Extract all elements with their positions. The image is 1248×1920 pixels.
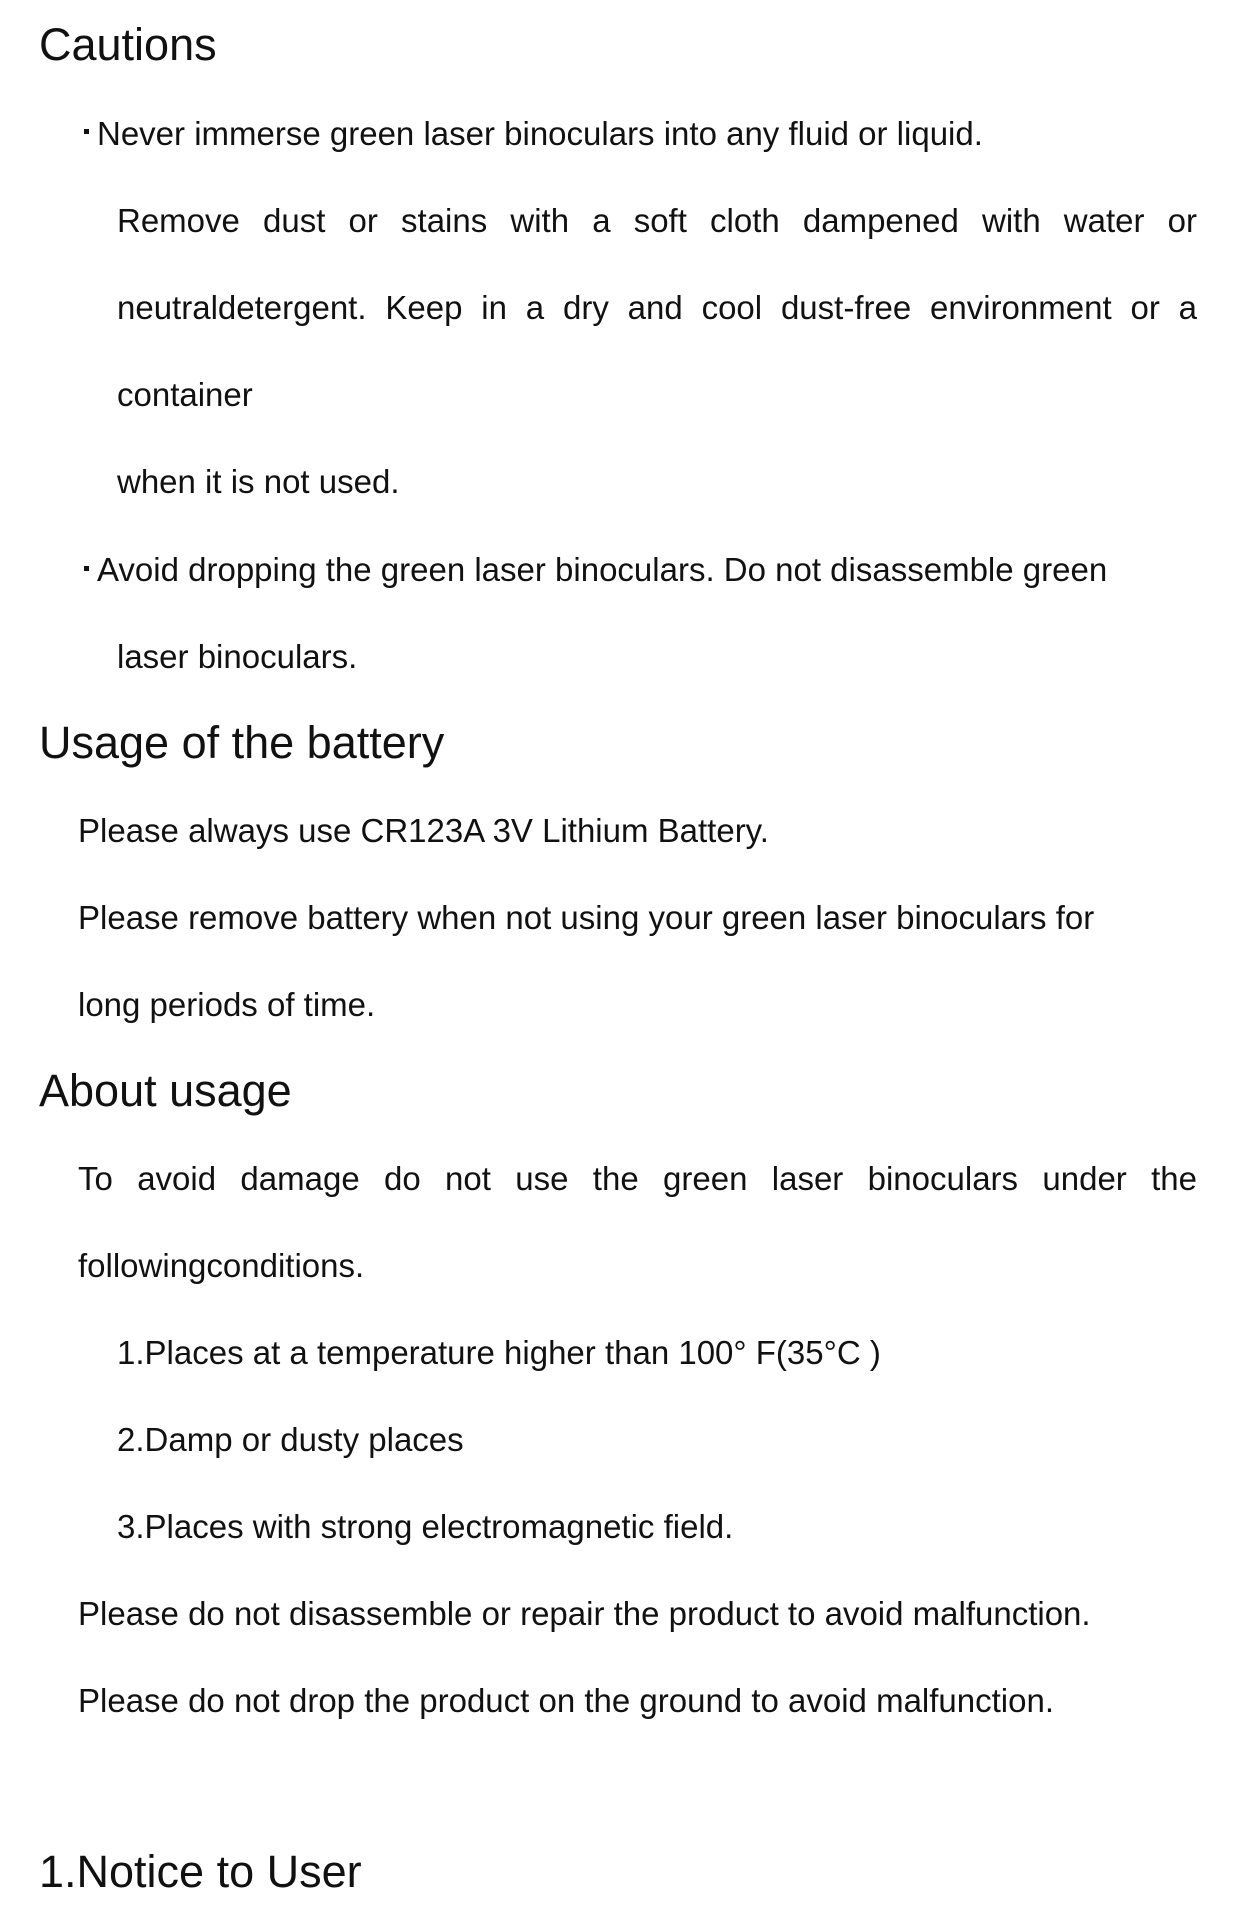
about-usage-note1: Please do not disassemble or repair the product to avoid malfunction. [78, 1595, 1091, 1632]
battery-line3: long periods of time. [78, 986, 376, 1023]
battery-heading: Usage of the battery [39, 717, 445, 768]
cautions-heading: Cautions [39, 19, 217, 70]
about-usage-note2: Please do not drop the product on the ground to avoid malfunction. [78, 1682, 1054, 1719]
cautions-bullet1-line2: Remove dust or stains with a soft cloth dampened with water or [117, 202, 1197, 239]
battery-line2: Please remove battery when not using your green laser binoculars for [78, 899, 1095, 936]
about-usage-intro-line2: followingconditions. [78, 1247, 365, 1284]
condition-item: 2.Damp or dusty places [117, 1421, 464, 1458]
cautions-bullet1-line4: container [117, 376, 253, 413]
cautions-bullet2-line2: laser binoculars. [117, 638, 358, 675]
battery-line1: Please always use CR123A 3V Lithium Battery. [78, 812, 769, 849]
condition-item: 3.Places with strong electromagnetic field. [117, 1508, 734, 1545]
about-usage-intro-line1: To avoid damage do not use the green laser binoculars under the [78, 1160, 1197, 1197]
about-usage-heading: About usage [39, 1065, 292, 1116]
cautions-bullet1-line3: neutraldetergent. Keep in a dry and cool dust-free environment or a [117, 289, 1197, 326]
cautions-bullet2-line1: Avoid dropping the green laser binoculars. Do not disassemble green [97, 551, 1108, 588]
notice-heading: 1.Notice to User [39, 1846, 362, 1897]
cautions-bullet1-line1: Never immerse green laser binoculars into any fluid or liquid. [97, 115, 983, 152]
condition-item: 1.Places at a temperature higher than 100° F(35°C ) [117, 1334, 881, 1371]
bullet-dot [84, 566, 89, 571]
bullet-dot [84, 129, 89, 134]
cautions-bullet1-line5: when it is not used. [117, 463, 400, 500]
